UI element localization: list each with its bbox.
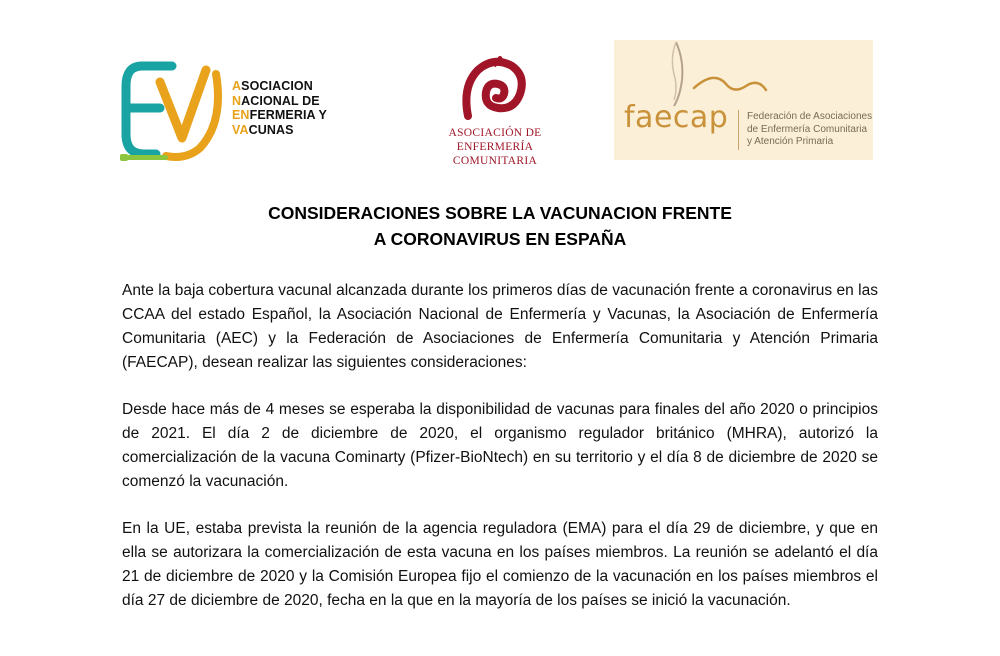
anev-logo [120, 52, 360, 170]
paragraph-uk-approval: Desde hace más de 4 meses se esperaba la disponibilidad de vacunas para finales del año 2020 o principios de 2021. El día 2 de diciembre de 2020, el organismo regulador británico (MHRA), autorizó la comercialización de la vacuna Cominarty (Pfizer-BioNtech) en su territorio y el día 8 de diciembre de 2020 se comenzó la vacunación. [122, 401, 878, 490]
aec-spiral-icon [460, 56, 530, 122]
aec-name [420, 126, 570, 168]
faecap-name [747, 111, 872, 149]
title-line-1: CONSIDERACIONES SOBRE LA VACUNACION FRENTE [268, 203, 732, 223]
paragraph-intro: Ante la baja cobertura vacunal alcanzada durante los primeros días de vacunación frente a coronavirus en las CCAA del estado Español, la Asociación Nacional de Enfermería y Vacunas, la Asociación de Enfermería Comunitaria (AEC) y la Federación de Asociaciones de Enfermería Comunitaria y Atención Primaria (FAECAP), desean realizar las siguientes consideraciones: [122, 282, 878, 371]
document-title [0, 200, 1000, 252]
anev-line-3: ENFERMERIA Y [232, 108, 327, 122]
faecap-wordmark: faecap [624, 100, 729, 135]
anev-emblem-icon [120, 52, 232, 170]
aec-line-1: ASOCIACIÓN DE [448, 127, 542, 139]
title-line-2: A CORONAVIRUS EN ESPAÑA [373, 229, 627, 249]
faecap-desc-line-1: Federación de Asociaciones [747, 111, 873, 122]
anev-line-4: VACUNAS [232, 122, 294, 137]
paragraph-eu-approval: En la UE, estaba prevista la reunión de la agencia reguladora (EMA) para el día 29 de diciembre, y que en ella se autorizara la comercialización de esta vacuna en los países miembros. La reunión se adelantó el día 21 de diciembre de 2020 y la Comisión Europea fijo el comienzo de la vacunación en los países miembros el día 27 de diciembre de 2020, fecha en la que en la mayoría de los países se inició la vacunación. [122, 520, 878, 609]
faecap-logo [614, 40, 873, 160]
faecap-desc-line-2: de Enfermería Comunitaria [747, 123, 868, 135]
aec-logo [420, 52, 570, 167]
anev-name [232, 79, 327, 137]
anev-line-2: NACIONAL DE [232, 93, 320, 108]
aec-line-2: ENFERMERÍA COMUNITARIA [452, 141, 538, 167]
faecap-desc-line-3: y Atención Primaria [747, 136, 834, 147]
faecap-divider [738, 110, 739, 150]
anev-line-1: ASOCIACION [232, 79, 313, 93]
